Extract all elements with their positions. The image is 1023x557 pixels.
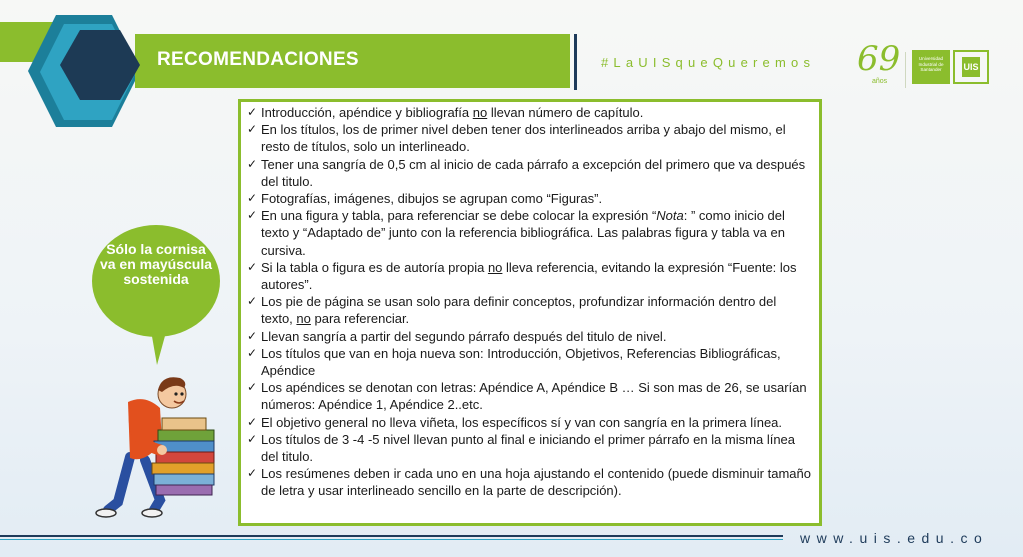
- recommendation-text: Los apéndices se denotan con letras: Apéndice A, Apéndice B … Si son mas de 26, se usarían números: Apéndice 1, Apéndice 2..etc.: [261, 380, 807, 413]
- recommendation-item: [247, 328, 811, 345]
- checkmark-icon: ✓: [247, 294, 258, 309]
- checkmark-icon: ✓: [247, 259, 258, 274]
- checkmark-icon: ✓: [247, 466, 258, 481]
- recommendation-item: [247, 121, 811, 155]
- recommendation-text: Si la tabla o figura es de autoría propia: [261, 259, 488, 275]
- anniversary-logo-label: años: [872, 78, 888, 85]
- recommendation-text: En los títulos, los de primer nivel deben tener dos interlineados arriba y abajo del mismo, el resto de títulos, solo un interlineado.: [261, 122, 786, 155]
- checkmark-icon: ✓: [247, 122, 258, 137]
- recommendation-item: [247, 190, 811, 207]
- recommendation-text: El objetivo general no lleva viñeta, los específicos sí y van con sangría en la primera línea.: [261, 414, 783, 430]
- recommendations-box: [238, 99, 822, 526]
- footer-line-accent: [0, 539, 783, 540]
- footer-line: [0, 535, 783, 537]
- checkmark-icon: ✓: [247, 380, 258, 395]
- recommendation-item: [247, 207, 811, 259]
- recommendations-list: [241, 102, 819, 500]
- person-carrying-books-illustration: [90, 372, 230, 522]
- university-name-logo: Universidad Industrial de Santander: [912, 50, 950, 84]
- recommendation-item: [247, 379, 811, 413]
- recommendation-text: para referenciar.: [310, 311, 410, 327]
- recommendation-text: : ” como inicio del texto y “Adaptado de” junto con la referencia bibliográfica. Las palabras figura y tabla va en cursiva.: [261, 208, 785, 258]
- recommendation-text: Introducción, apéndice y bibliografía: [261, 105, 473, 120]
- logo-separator: [905, 52, 906, 88]
- recommendation-item: [247, 414, 811, 431]
- recommendation-item: [247, 293, 811, 327]
- recommendation-item: [247, 431, 811, 465]
- checkmark-icon: ✓: [247, 191, 258, 206]
- checkmark-icon: ✓: [247, 345, 258, 360]
- title-divider: [574, 34, 577, 90]
- recommendation-text: lleva referencia, evitando la expresión “Fuente: los autores”.: [261, 259, 797, 293]
- recommendation-text: no: [472, 105, 488, 120]
- uis-logo: [953, 50, 989, 84]
- uis-logo-mark: UIS: [962, 57, 980, 77]
- speech-bubble-tail: [150, 325, 168, 365]
- recommendation-text: Llevan sangría a partir del segundo párrafo después del titulo de nivel.: [261, 328, 667, 344]
- page-title: RECOMENDACIONES: [157, 49, 359, 70]
- checkmark-icon: ✓: [247, 414, 258, 429]
- recommendation-text: Tener una sangría de 0,5 cm al inicio de cada párrafo a excepción del primero que va después del titulo.: [261, 156, 806, 189]
- checkmark-icon: ✓: [247, 156, 258, 171]
- checkmark-icon: ✓: [247, 208, 258, 223]
- recommendation-item: [247, 465, 811, 499]
- recommendation-text: llevan número de capítulo.: [487, 105, 644, 120]
- recommendation-text: Los pie de página se usan solo para definir conceptos, profundizar información dentro del texto,: [261, 294, 777, 327]
- recommendation-item: [247, 104, 811, 121]
- checkmark-icon: ✓: [247, 328, 258, 343]
- speech-bubble-text: Sólo la cornisa va en mayúscula sostenida: [99, 241, 213, 287]
- recommendation-text: Nota: [656, 208, 684, 224]
- recommendation-item: [247, 259, 811, 293]
- recommendation-item: [247, 156, 811, 190]
- checkmark-icon: ✓: [247, 105, 258, 119]
- recommendation-text: Los títulos que van en hoja nueva son: Introducción, Objetivos, Referencias Bibliográficas, Apéndice: [261, 345, 781, 379]
- recommendation-text: Los resúmenes deben ir cada uno en una hoja ajustando el contenido (puede disminuir tamaño de letra y usar interlineado sencillo en la parte de descripción).: [261, 466, 811, 499]
- recommendation-item: [247, 345, 811, 379]
- checkmark-icon: ✓: [247, 431, 258, 446]
- hashtag-text: #LaUISqueQueremos: [601, 55, 816, 70]
- recommendation-text: Fotografías, imágenes, dibujos se agrupan como “Figuras”.: [261, 191, 603, 207]
- recommendation-text: no: [296, 311, 311, 327]
- recommendation-text: Los títulos de 3 -4 -5 nivel llevan punto al final e iniciando el primer párrafo en la misma línea del titulo.: [261, 431, 796, 465]
- recommendation-text: no: [487, 259, 503, 275]
- footer-url: www.uis.edu.co: [800, 530, 989, 546]
- anniversary-logo-number: 69: [857, 39, 901, 79]
- recommendation-text: En una figura y tabla, para referenciar se debe colocar la expresión “: [261, 208, 657, 224]
